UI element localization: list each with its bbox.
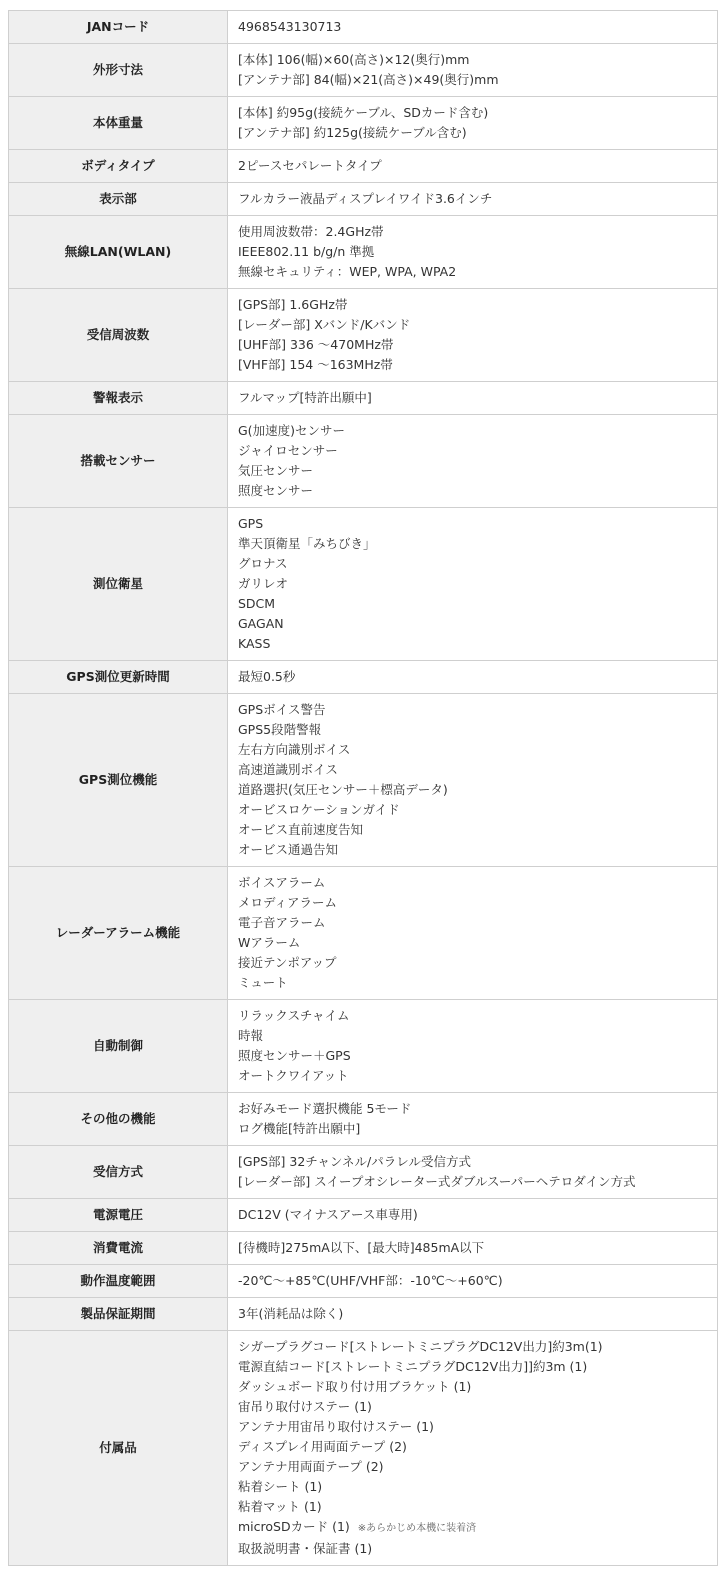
spec-value-text: 準天頂衛星「みちびき」 bbox=[238, 536, 376, 551]
spec-label: 動作温度範囲 bbox=[9, 1265, 228, 1298]
spec-value-text: [レーダー部] Xバンド/Kバンド bbox=[238, 317, 411, 332]
spec-value-line bbox=[238, 514, 707, 534]
spec-value-text: 無線セキュリティ：WEP, WPA, WPA2 bbox=[238, 264, 457, 279]
spec-value-line bbox=[238, 1357, 707, 1377]
spec-value-line bbox=[238, 242, 707, 262]
spec-value-text: 照度センサー＋GPS bbox=[238, 1048, 351, 1063]
spec-value-text: オービスロケーションガイド bbox=[238, 802, 400, 817]
spec-value-line bbox=[238, 295, 707, 315]
spec-value-text: -20℃～+85℃(UHF/VHF部：-10℃～+60℃) bbox=[238, 1273, 503, 1288]
spec-row bbox=[9, 661, 718, 694]
spec-note: ※あらかじめ本機に装着済 bbox=[357, 1523, 477, 1534]
spec-value-text: リラックスチャイム bbox=[238, 1008, 350, 1023]
spec-value-text: [UHF部] 336 ～470MHz帯 bbox=[238, 337, 394, 352]
spec-value-text: 3年(消耗品は除く) bbox=[238, 1306, 344, 1321]
spec-value-text: 粘着シート (1) bbox=[238, 1479, 323, 1494]
spec-value bbox=[228, 382, 718, 415]
spec-value bbox=[228, 1199, 718, 1232]
spec-value-line bbox=[238, 574, 707, 594]
spec-value-text: 宙吊り取付けステー (1) bbox=[238, 1399, 372, 1414]
spec-value-text: 左右方向識別ボイス bbox=[238, 742, 351, 757]
spec-label: JANコード bbox=[9, 11, 228, 44]
spec-value-line bbox=[238, 614, 707, 634]
spec-row bbox=[9, 1265, 718, 1298]
spec-value-line bbox=[238, 594, 707, 614]
spec-row bbox=[9, 382, 718, 415]
spec-label: 製品保証期間 bbox=[9, 1298, 228, 1331]
spec-row bbox=[9, 289, 718, 382]
spec-value-line bbox=[238, 421, 707, 441]
spec-value-text: 高速道識別ボイス bbox=[238, 762, 338, 777]
spec-value-line bbox=[238, 1397, 707, 1417]
spec-value-text: オービス通過告知 bbox=[238, 842, 339, 857]
spec-value-line bbox=[238, 1099, 707, 1119]
spec-value-text: 照度センサー bbox=[238, 483, 314, 498]
spec-value-text: ディスプレイ用両面テープ (2) bbox=[238, 1439, 407, 1454]
spec-value-text: 4968543130713 bbox=[238, 19, 342, 34]
spec-value-text: オービス直前速度告知 bbox=[238, 822, 364, 837]
spec-value-line bbox=[238, 156, 707, 176]
spec-value bbox=[228, 97, 718, 150]
spec-label: 受信方式 bbox=[9, 1146, 228, 1199]
spec-row bbox=[9, 11, 718, 44]
spec-value-text: 取扱説明書・保証書 (1) bbox=[238, 1541, 373, 1556]
spec-value-line bbox=[238, 534, 707, 554]
spec-row bbox=[9, 150, 718, 183]
spec-value bbox=[228, 867, 718, 1000]
spec-value bbox=[228, 415, 718, 508]
spec-value bbox=[228, 150, 718, 183]
spec-row bbox=[9, 415, 718, 508]
spec-value-line bbox=[238, 1026, 707, 1046]
spec-value-text: ガリレオ bbox=[238, 576, 289, 591]
spec-value-text: [アンテナ部] 約125g(接続ケーブル含む) bbox=[238, 125, 467, 140]
spec-value-line bbox=[238, 1539, 707, 1559]
spec-value-line bbox=[238, 800, 707, 820]
spec-value-line bbox=[238, 1457, 707, 1477]
spec-value-line bbox=[238, 1046, 707, 1066]
spec-value-text: SDCM bbox=[238, 596, 276, 611]
spec-value-line bbox=[238, 17, 707, 37]
spec-value-text: 使用周波数帯：2.4GHz帯 bbox=[238, 224, 384, 239]
spec-row bbox=[9, 216, 718, 289]
spec-value-line bbox=[238, 1417, 707, 1437]
spec-value-text: IEEE802.11 b/g/n 準拠 bbox=[238, 244, 375, 259]
spec-value-line bbox=[238, 103, 707, 123]
spec-value-line bbox=[238, 1517, 707, 1539]
spec-value-line bbox=[238, 780, 707, 800]
spec-value bbox=[228, 289, 718, 382]
spec-value-text: GPS bbox=[238, 516, 264, 531]
spec-value-text: Wアラーム bbox=[238, 935, 301, 950]
spec-label: 搭載センサー bbox=[9, 415, 228, 508]
spec-value-text: 2ピースセパレートタイプ bbox=[238, 158, 382, 173]
spec-value-text: ジャイロセンサー bbox=[238, 443, 338, 458]
spec-label: レーダーアラーム機能 bbox=[9, 867, 228, 1000]
spec-value-line bbox=[238, 953, 707, 973]
spec-value bbox=[228, 661, 718, 694]
spec-value-line bbox=[238, 1437, 707, 1457]
spec-value-text: 粘着マット (1) bbox=[238, 1499, 322, 1514]
spec-label: 自動制御 bbox=[9, 1000, 228, 1093]
spec-label: GPS測位機能 bbox=[9, 694, 228, 867]
spec-value-line bbox=[238, 1172, 707, 1192]
spec-value-line bbox=[238, 1477, 707, 1497]
spec-value-text: メロディアラーム bbox=[238, 895, 338, 910]
spec-value-line bbox=[238, 315, 707, 335]
spec-table bbox=[8, 10, 718, 1566]
spec-value bbox=[228, 1093, 718, 1146]
spec-row bbox=[9, 97, 718, 150]
spec-row bbox=[9, 1199, 718, 1232]
spec-value-text: [VHF部] 154 ～163MHz帯 bbox=[238, 357, 393, 372]
spec-label: 表示部 bbox=[9, 183, 228, 216]
spec-value-text: ミュート bbox=[238, 975, 288, 990]
spec-value-line bbox=[238, 1205, 707, 1225]
spec-value bbox=[228, 1232, 718, 1265]
spec-row bbox=[9, 1232, 718, 1265]
spec-label: 付属品 bbox=[9, 1331, 228, 1566]
spec-value-line bbox=[238, 1006, 707, 1026]
spec-label: その他の機能 bbox=[9, 1093, 228, 1146]
spec-value-text: [本体] 106(幅)×60(高さ)×12(奥行)mm bbox=[238, 52, 470, 67]
spec-value-line bbox=[238, 634, 707, 654]
spec-label: 無線LAN(WLAN) bbox=[9, 216, 228, 289]
spec-value bbox=[228, 216, 718, 289]
spec-value-text: microSDカード (1) bbox=[238, 1519, 350, 1534]
spec-value-line bbox=[238, 1238, 707, 1258]
spec-value-line bbox=[238, 740, 707, 760]
spec-value-text: アンテナ用宙吊り取付けステー (1) bbox=[238, 1419, 434, 1434]
spec-value-line bbox=[238, 481, 707, 501]
spec-label: 外形寸法 bbox=[9, 44, 228, 97]
spec-value-text: オートクワイアット bbox=[238, 1068, 349, 1083]
spec-value-text: [本体] 約95g(接続ケーブル、SDカード含む) bbox=[238, 105, 489, 120]
spec-value-line bbox=[238, 1377, 707, 1397]
spec-value-text: G(加速度)センサー bbox=[238, 423, 345, 438]
spec-value-line bbox=[238, 461, 707, 481]
spec-row bbox=[9, 44, 718, 97]
spec-value-line bbox=[238, 1497, 707, 1517]
spec-label: 受信周波数 bbox=[9, 289, 228, 382]
spec-value-text: フルマップ[特許出願中] bbox=[238, 390, 372, 405]
spec-value-line bbox=[238, 893, 707, 913]
spec-value-line bbox=[238, 720, 707, 740]
spec-row bbox=[9, 1093, 718, 1146]
spec-value-line bbox=[238, 1066, 707, 1086]
spec-value-line bbox=[238, 123, 707, 143]
spec-label: 消費電流 bbox=[9, 1232, 228, 1265]
spec-value-text: シガープラグコード[ストレートミニプラグDC12V出力]約3m(1) bbox=[238, 1339, 603, 1354]
spec-value-line bbox=[238, 189, 707, 209]
spec-value bbox=[228, 11, 718, 44]
spec-row bbox=[9, 867, 718, 1000]
spec-value-text: DC12V (マイナスアース車専用) bbox=[238, 1207, 418, 1222]
spec-value bbox=[228, 1000, 718, 1093]
spec-value-line bbox=[238, 222, 707, 242]
spec-value-line bbox=[238, 760, 707, 780]
spec-value-line bbox=[238, 1337, 707, 1357]
spec-row bbox=[9, 183, 718, 216]
spec-value-line bbox=[238, 355, 707, 375]
spec-value-line bbox=[238, 873, 707, 893]
spec-label: GPS測位更新時間 bbox=[9, 661, 228, 694]
spec-value-text: [レーダー部] スイープオシレーター式ダブルスーパーヘテロダイン方式 bbox=[238, 1174, 636, 1189]
spec-label: 電源電圧 bbox=[9, 1199, 228, 1232]
spec-value bbox=[228, 44, 718, 97]
spec-value-line bbox=[238, 1271, 707, 1291]
spec-value-text: GPSボイス警告 bbox=[238, 702, 326, 717]
spec-row bbox=[9, 508, 718, 661]
spec-value-text: フルカラー液晶ディスプレイワイド3.6インチ bbox=[238, 191, 493, 206]
spec-value-line bbox=[238, 70, 707, 90]
spec-value-text: ログ機能[特許出願中] bbox=[238, 1121, 361, 1136]
spec-value bbox=[228, 694, 718, 867]
spec-row bbox=[9, 694, 718, 867]
spec-value bbox=[228, 1265, 718, 1298]
spec-value-line bbox=[238, 554, 707, 574]
spec-value-text: ボイスアラーム bbox=[238, 875, 326, 890]
spec-value-line bbox=[238, 1152, 707, 1172]
spec-value-text: [GPS部] 32チャンネル/パラレル受信方式 bbox=[238, 1154, 471, 1169]
spec-value-text: お好みモード選択機能 5モード bbox=[238, 1101, 412, 1116]
spec-value-text: 気圧センサー bbox=[238, 463, 314, 478]
spec-value-text: GAGAN bbox=[238, 616, 284, 631]
spec-value-line bbox=[238, 933, 707, 953]
spec-label: 警報表示 bbox=[9, 382, 228, 415]
spec-value-text: 道路選択(気圧センサー＋標高データ) bbox=[238, 782, 448, 797]
spec-value-line bbox=[238, 667, 707, 687]
spec-value-line bbox=[238, 840, 707, 860]
spec-value-line bbox=[238, 700, 707, 720]
spec-value-text: アンテナ用両面テープ (2) bbox=[238, 1459, 384, 1474]
spec-value-text: 最短0.5秒 bbox=[238, 669, 296, 684]
spec-value-line bbox=[238, 1119, 707, 1139]
spec-value-text: ダッシュボード取り付け用ブラケット (1) bbox=[238, 1379, 472, 1394]
spec-value-line bbox=[238, 913, 707, 933]
spec-value bbox=[228, 1298, 718, 1331]
spec-value-text: [アンテナ部] 84(幅)×21(高さ)×49(奥行)mm bbox=[238, 72, 499, 87]
spec-value bbox=[228, 1331, 718, 1566]
spec-row bbox=[9, 1298, 718, 1331]
spec-value-text: GPS5段階警報 bbox=[238, 722, 322, 737]
spec-value-line bbox=[238, 820, 707, 840]
spec-value-line bbox=[238, 973, 707, 993]
spec-value-line bbox=[238, 388, 707, 408]
spec-value-line bbox=[238, 50, 707, 70]
spec-value-text: [待機時]275mA以下、[最大時]485mA以下 bbox=[238, 1240, 485, 1255]
spec-label: ボディタイプ bbox=[9, 150, 228, 183]
spec-value-text: 電子音アラーム bbox=[238, 915, 326, 930]
spec-value bbox=[228, 508, 718, 661]
spec-label: 本体重量 bbox=[9, 97, 228, 150]
spec-value-line bbox=[238, 335, 707, 355]
spec-label: 測位衛星 bbox=[9, 508, 228, 661]
spec-value-text: 時報 bbox=[238, 1028, 264, 1043]
spec-value-line bbox=[238, 441, 707, 461]
spec-value-text: 電源直結コード[ストレートミニプラグDC12V出力]]約3m (1) bbox=[238, 1359, 588, 1374]
spec-value-line bbox=[238, 1304, 707, 1324]
spec-row bbox=[9, 1331, 718, 1566]
spec-value-text: グロナス bbox=[238, 556, 288, 571]
spec-value-line bbox=[238, 262, 707, 282]
spec-row bbox=[9, 1000, 718, 1093]
spec-value-text: KASS bbox=[238, 636, 271, 651]
spec-value-text: [GPS部] 1.6GHz帯 bbox=[238, 297, 348, 312]
spec-value bbox=[228, 1146, 718, 1199]
spec-table-body bbox=[9, 11, 718, 1566]
spec-value-text: 接近テンポアップ bbox=[238, 955, 337, 970]
spec-value bbox=[228, 183, 718, 216]
spec-row bbox=[9, 1146, 718, 1199]
